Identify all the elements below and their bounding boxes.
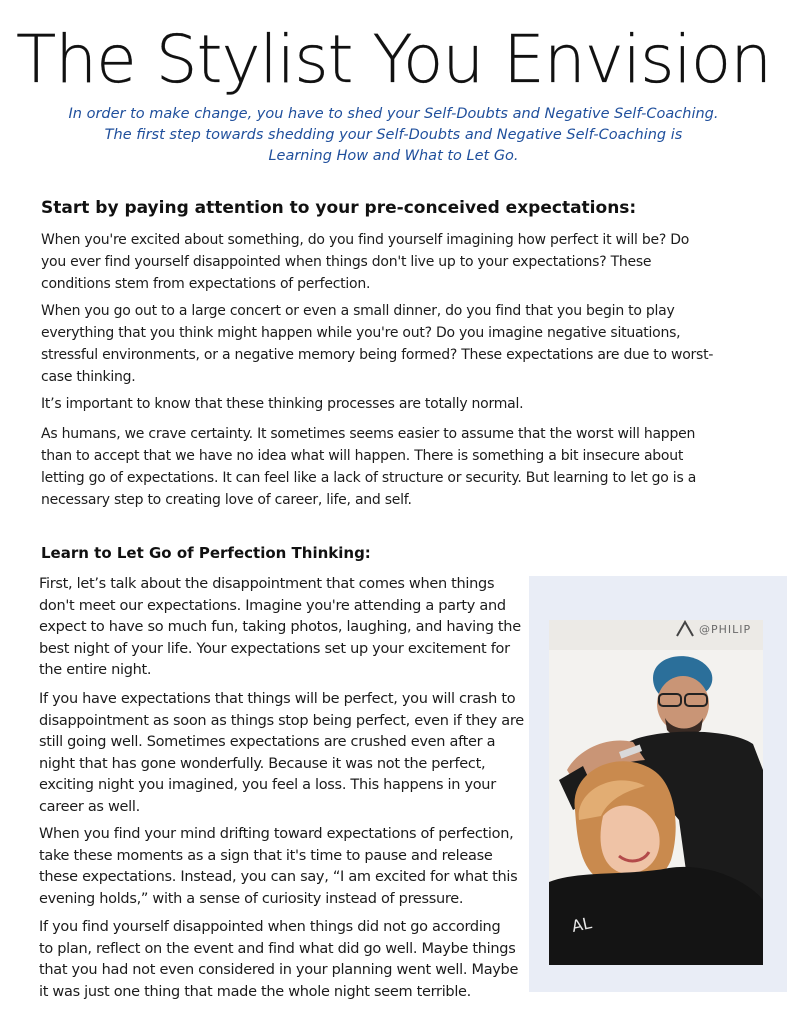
paragraph-line: disappointment as soon as things stop being perfect, even if they are (39, 712, 524, 729)
paragraph (39, 917, 518, 1003)
paragraph-line: When you go out to a large concert or even a small dinner, do you find that you begin to play (41, 303, 675, 319)
stylist-photo (549, 620, 763, 965)
paragraph-line: It’s important to know that these thinking processes are totally normal. (41, 396, 524, 412)
photo-watermark: @PHILIP (699, 623, 752, 636)
intro-callout (40, 104, 747, 167)
paragraph-line: you ever find yourself disappointed when things don't live up to your expectations? These (41, 254, 652, 270)
paragraph (41, 393, 523, 415)
intro-line: The first step towards shedding your Self-Doubts and Negative Self-Coaching is (104, 127, 683, 143)
paragraph-line: best night of your life. Your expectations set up your excitement for (39, 640, 510, 657)
intro-line: In order to make change, you have to shed your Self-Doubts and Negative Self-Coaching. (68, 106, 719, 122)
page-title: The Stylist You Envision (15, 21, 772, 98)
paragraph (39, 689, 524, 818)
paragraph-line: exciting night you imagined, you feel a loss. This happens in your (39, 777, 496, 793)
intro-line: Learning How and What to Let Go. (268, 148, 519, 164)
paragraph-line: the entire night. (39, 662, 152, 678)
paragraph-line: conditions stem from expectations of perfection. (41, 276, 371, 292)
paragraph-line: When you're excited about something, do you find yourself imagining how perfect it will be? Do (41, 232, 690, 248)
paragraph-line: evening holds,” with a sense of curiosity instead of pressure. (39, 890, 464, 907)
paragraph-line: expect to have so much fun, taking photos, laughing, and having the (39, 619, 521, 635)
paragraph (41, 229, 689, 295)
section-heading-expectations: Start by paying attention to your pre-conceived expectations: (41, 198, 637, 218)
cape-logo-text: AL (569, 913, 594, 936)
paragraph-line: case thinking. (41, 369, 136, 385)
paragraph-line: If you find yourself disappointed when things did not go according (39, 919, 501, 935)
paragraph (41, 300, 713, 388)
section-heading-perfection: Learn to Let Go of Perfection Thinking: (41, 544, 371, 562)
paragraph-line: than to accept that we have no idea what will happen. There is something a bit insecure about (41, 448, 684, 464)
paragraph-line: still going well. Sometimes expectations are crushed even after a (39, 734, 496, 750)
paragraph-line: these expectations. Instead, you can say, “I am excited for what this (39, 869, 518, 885)
paragraph-line: it was just one thing that made the whole night seem terrible. (39, 983, 471, 1000)
paragraph-line: take these moments as a sign that it's time to pause and release (39, 847, 493, 864)
paragraph (41, 423, 696, 511)
stylist-photo-illustration (549, 620, 763, 965)
paragraph (39, 574, 521, 682)
paragraph-line: stressful environments, or a negative memory being formed? These expectations are due to worst- (41, 347, 714, 363)
paragraph-line: necessary step to creating love of career, life, and self. (41, 492, 412, 508)
paragraph-line: As humans, we crave certainty. It sometimes seems easier to assume that the worst will happen (41, 426, 696, 442)
paragraph-line: letting go of expectations. It can feel like a lack of structure or security. But learning to let go is a (41, 470, 697, 486)
paragraph-line: When you find your mind drifting toward expectations of perfection, (39, 826, 514, 842)
paragraph-line: night that has gone wonderfully. Because it was not the perfect, (39, 755, 486, 772)
paragraph-line: First, let’s talk about the disappointment that comes when things (39, 576, 495, 592)
paragraph-line: everything that you think might happen while you're out? Do you imagine negative situations, (41, 325, 681, 341)
paragraph-line: don't meet our expectations. Imagine you're attending a party and (39, 597, 506, 614)
paragraph-line: to plan, reflect on the event and find what did go well. Maybe things (39, 940, 516, 957)
paragraph (39, 824, 517, 910)
paragraph-line: that you had not even considered in your planning went well. Maybe (39, 962, 519, 978)
paragraph-line: career as well. (39, 798, 140, 815)
paragraph-line: If you have expectations that things will be perfect, you will crash to (39, 691, 516, 707)
